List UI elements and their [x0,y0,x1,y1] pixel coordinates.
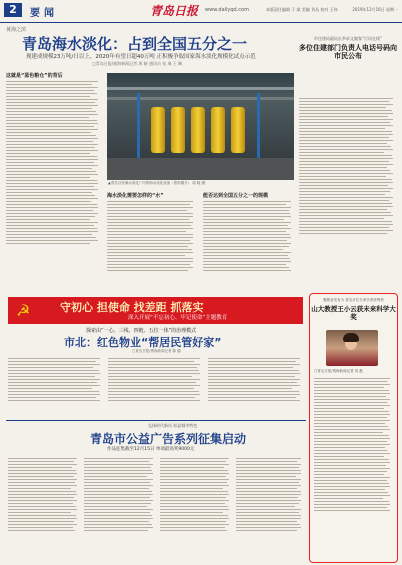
ad-kicker: 弘扬时代新风 彰显城市特色 [148,423,198,428]
lead-subhead: 现建成规模23万吨/日以上，2020年有望日超40万吨 正积极争取国家海水淡化规模化试点示范 [26,54,256,60]
center-subhead: 海水淡化需要怎样的“水” [107,193,164,199]
story2-kicker: 探索由“一心、三线、四链、五位一体”的治理模式 [86,328,197,334]
center-text-column [107,190,197,290]
profile-text [314,376,393,558]
theme-education-banner [8,297,303,324]
ad-text-col-2 [84,456,156,561]
story2-text-mid [108,356,204,418]
center-right-text-column [203,190,295,290]
ad-subhead: 作品征集截至12月15日 单项最高奖9000元 [107,447,195,452]
bottom-subhead: 能否达到全国五分之一的规模 [203,193,269,199]
left-text-column [6,70,102,290]
ad-text-col-1 [8,456,80,561]
issue-date: 2019年12月16日 星期一 [352,7,398,12]
portrait-photo [326,330,378,366]
right-top-kicker: 市住建局副局长李承文做客“行风在线” [313,36,383,41]
newspaper-logo: 青岛日报 [150,4,199,18]
desalination-photo [107,73,294,180]
story2-headline[interactable]: 市北：红色物业“帮居民管好家” [64,336,222,349]
photo-caption: ▲青岛百发海水淡化厂内的海水淡化设备（资料图片） 周 晓 摄 [108,181,206,185]
section-divider [6,420,306,421]
ad-headline[interactable]: 青岛市公益广告系列征集启动 [90,432,247,446]
profile-title: 山大教授王小云获未来科学大奖 [311,305,396,321]
lead-byline: □青岛日报/观海新闻记者 周 晓 通讯员 张 瑞 王 琳 [92,61,183,66]
right-text-column [299,96,397,288]
ad-text-col-4 [236,456,304,561]
right-top-story[interactable] [298,36,398,92]
story2-text-left [8,356,104,418]
party-emblem-icon: ☭ [16,301,31,320]
profile-story-box[interactable] [309,293,398,563]
ad-text-col-3 [160,456,232,561]
lead-kicker: 黄海之滨 [6,27,27,33]
right-top-title: 多位住建部门负责人电话号码向市民公布 [299,44,397,60]
page-number: 2 [4,3,22,17]
section-title: 要闻 [30,8,58,19]
banner-title: 守初心 担使命 找差距 抓落实 [60,301,204,314]
profile-kicker: 聚焦奋发有为 青岛多位专家学者获殊荣 [323,298,384,302]
story2-text-right [208,356,304,418]
left-subhead: 这就是“蓝色粮仓”的背后 [6,73,63,79]
masthead [0,0,402,23]
story2-byline: □青岛日报/观海新闻记者 陈 璐 [132,349,181,353]
lead-headline[interactable]: 青岛海水淡化：占到全国五分之一 [22,35,248,53]
editor-info: 本版责任编辑 于 斌 美编 刘丛 校对 王伟 [266,7,338,12]
banner-subtitle: 深入开展“不忘初心、牢记使命”主题教育 [128,315,228,321]
website-link[interactable]: www.dailyqd.com [205,7,249,13]
profile-byline: □青岛日报/观海新闻记者 刘 磊 [314,369,363,373]
